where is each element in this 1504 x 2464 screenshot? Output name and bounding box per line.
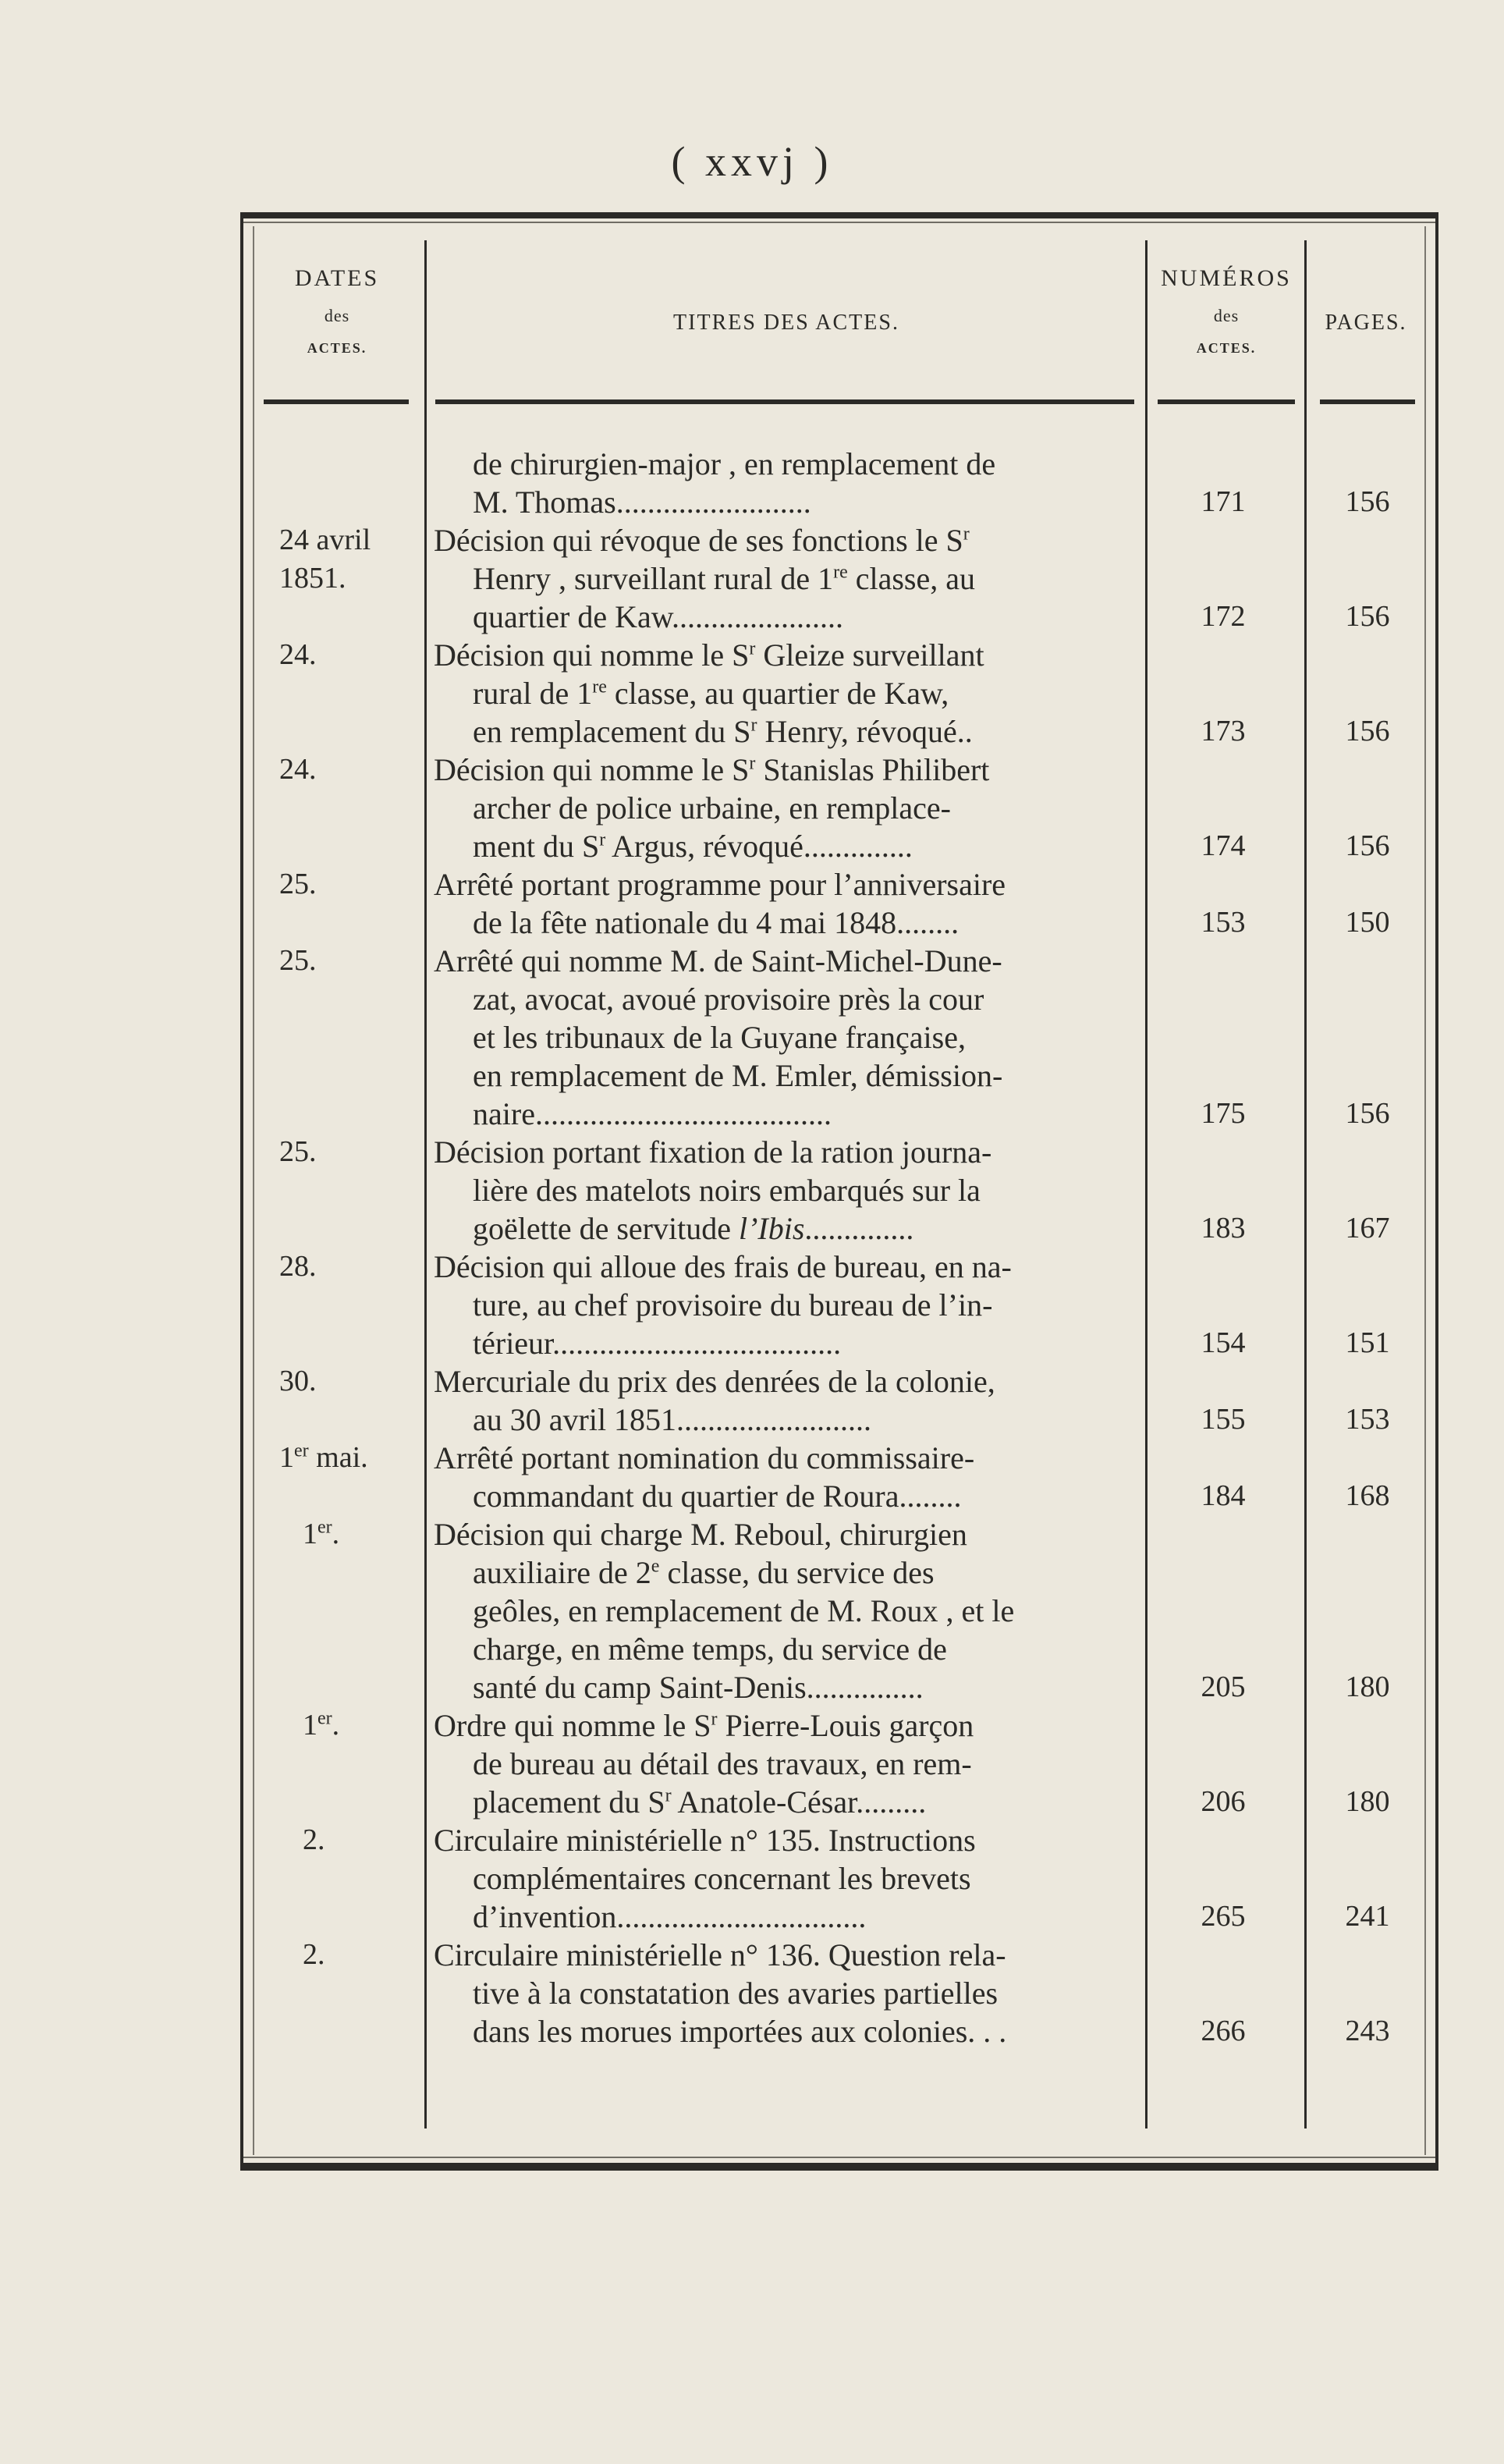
title-line: commandant du quartier de Roura........ [473, 1479, 962, 1514]
act-title [434, 445, 1145, 521]
header-numeros-line1: NUMÉROS [1161, 265, 1292, 291]
header-rule-pages [1320, 399, 1415, 404]
act-title [434, 1515, 1145, 1706]
title-text: en remplacement du S [473, 714, 751, 749]
date-text: 1 [279, 1441, 294, 1474]
title-line: Décision qui alloue des frais de bureau, en na- [434, 1249, 1012, 1284]
title-line: dans les morues importées aux colonies. . . [473, 2014, 1007, 2049]
act-date: 30. [279, 1365, 317, 1397]
title-line: Arrêté portant programme pour l’anniversaire [434, 867, 1006, 902]
title-text: classe, au quartier de Kaw, [606, 676, 949, 711]
act-date: 25. [279, 944, 317, 977]
act-number: 175 [1201, 1097, 1246, 1130]
act-date: 2. [303, 1823, 325, 1856]
title-text: Stanislas Philibert [755, 752, 990, 787]
right-border [1435, 218, 1438, 2163]
title-line: de bureau au détail des travaux, en rem- [473, 1746, 972, 1781]
title-line: archer de police urbaine, en remplace- [473, 790, 951, 825]
title-line: Arrêté portant nomination du commissaire- [434, 1440, 975, 1475]
page-ref: 156 [1345, 715, 1390, 747]
superscript: e [651, 1556, 660, 1577]
superscript: r [963, 524, 970, 545]
title-line: charge, en même temps, du service de [473, 1631, 947, 1667]
act-date [279, 521, 459, 598]
title-line [434, 1783, 1145, 1821]
title-line: et les tribunaux de la Guyane française, [473, 1020, 966, 1055]
title-line: Circulaire ministérielle n° 135. Instructions [434, 1823, 976, 1858]
act-number: 171 [1201, 485, 1246, 518]
title-text: rural de 1 [473, 676, 593, 711]
act-number: 174 [1201, 829, 1246, 862]
act-title [434, 1821, 1145, 1936]
act-number: 155 [1201, 1403, 1246, 1436]
act-title [434, 1248, 1145, 1362]
title-line [434, 1706, 1145, 1745]
title-text: goëlette de servitude [473, 1211, 731, 1246]
title-text: Pierre-Louis garçon [717, 1708, 974, 1743]
left-border [240, 218, 243, 2163]
title-line: Décision portant fixation de la ration journa- [434, 1134, 992, 1170]
title-text: Henry , surveillant rural de 1 [473, 561, 834, 596]
act-number: 172 [1201, 600, 1246, 633]
title-text: Décision qui révoque de ses fonctions le S [434, 523, 963, 558]
header-titres-label: TITRES DES ACTES. [673, 311, 899, 335]
superscript: r [750, 715, 757, 736]
act-date: 25. [279, 1135, 317, 1168]
title-line [434, 521, 1145, 559]
title-line: Décision qui charge M. Reboul, chirurgien [434, 1517, 967, 1552]
title-text: Henry, révoqué.. [757, 714, 973, 749]
title-line: zat, avocat, avoué provisoire près la cour [473, 982, 984, 1017]
column-divider-titles [1145, 240, 1148, 2128]
dot-leader: .............. [804, 1211, 914, 1246]
act-title [434, 865, 1145, 942]
top-rule [240, 222, 1438, 223]
column-divider-numeros [1304, 240, 1307, 2128]
title-line: lière des matelots noirs embarqués sur la [473, 1173, 981, 1208]
act-number: 184 [1201, 1479, 1246, 1512]
title-line: santé du camp Saint-Denis............... [473, 1670, 924, 1705]
superscript: r [749, 638, 756, 659]
date-line: 1851. [279, 562, 346, 595]
header-pages [1307, 311, 1424, 336]
table-frame [240, 212, 1438, 2171]
left-inner-border [253, 226, 254, 2155]
page-ref: 150 [1345, 906, 1390, 939]
title-line [434, 559, 1145, 598]
title-line: Arrêté qui nomme M. de Saint-Michel-Dune- [434, 943, 1002, 978]
page-ref: 156 [1345, 485, 1390, 518]
page-ref: 180 [1345, 1670, 1390, 1703]
page-ref: 241 [1345, 1900, 1390, 1933]
date-text: . [332, 1709, 340, 1741]
title-line [434, 1209, 1145, 1248]
act-title [434, 942, 1145, 1133]
date-text: . [332, 1518, 340, 1550]
title-line [434, 674, 1145, 712]
date-line: 24 avril [279, 524, 371, 556]
act-number: 183 [1201, 1212, 1246, 1244]
act-date [279, 1439, 459, 1477]
title-line: térieur..................................... [473, 1326, 842, 1361]
title-line: complémentaires concernant les brevets [473, 1861, 971, 1896]
title-text: placement du S [473, 1784, 665, 1820]
superscript: r [599, 829, 606, 850]
act-title [434, 1936, 1145, 2050]
date-text: mai. [308, 1441, 368, 1474]
act-title [434, 1439, 1145, 1515]
superscript: r [749, 753, 756, 774]
act-date: 24. [279, 638, 317, 671]
ship-name: l’Ibis [738, 1211, 805, 1246]
title-text: ment du S [473, 829, 600, 864]
page-ref: 153 [1345, 1403, 1390, 1436]
act-number: 205 [1201, 1670, 1246, 1703]
act-title [434, 1706, 1145, 1821]
header-numeros-line2: des [1213, 306, 1240, 325]
page-ref: 156 [1345, 829, 1390, 862]
header-rule-titles [435, 399, 1134, 404]
title-line [434, 712, 1145, 751]
act-title [434, 1133, 1145, 1248]
act-date: 28. [279, 1250, 317, 1283]
superscript: re [833, 562, 848, 583]
title-line: M. Thomas......................... [473, 485, 811, 520]
page-ref: 156 [1345, 1097, 1390, 1130]
page-ref: 167 [1345, 1212, 1390, 1244]
act-number: 266 [1201, 2015, 1246, 2047]
title-line: quartier de Kaw...................... [473, 599, 844, 634]
title-line [434, 827, 1145, 865]
title-line: en remplacement de M. Emler, démission- [473, 1058, 1003, 1093]
title-text: Ordre qui nomme le S [434, 1708, 711, 1743]
header-dates-line1: DATES [294, 265, 380, 291]
header-numeros [1148, 265, 1304, 357]
header-pages-label: PAGES. [1325, 311, 1407, 335]
title-line: naire...................................... [473, 1096, 832, 1131]
title-text: auxiliaire de 2 [473, 1555, 651, 1590]
title-line: ture, au chef provisoire du bureau de l’in- [473, 1287, 993, 1323]
act-number: 206 [1201, 1785, 1246, 1818]
title-text: classe, au [847, 561, 975, 596]
act-number: 173 [1201, 715, 1246, 747]
superscript: r [711, 1709, 718, 1730]
header-dates-line3: ACTES. [307, 340, 367, 356]
act-number: 153 [1201, 906, 1246, 939]
act-date: 25. [279, 868, 317, 900]
header-numeros-line3: ACTES. [1196, 340, 1257, 356]
page-ref: 168 [1345, 1479, 1390, 1512]
title-line [434, 1553, 1145, 1592]
title-text: Décision qui nomme le S [434, 752, 750, 787]
superscript: er [317, 1708, 332, 1729]
title-line: tive à la constatation des avaries partielles [473, 1976, 999, 2011]
title-line [434, 636, 1145, 674]
date-text: 1 [303, 1709, 317, 1741]
bottom-rule [240, 2157, 1438, 2158]
header-dates [259, 265, 415, 357]
act-number: 265 [1201, 1900, 1246, 1933]
title-text: classe, du service des [659, 1555, 935, 1590]
superscript: er [317, 1517, 332, 1538]
title-line: de la fête nationale du 4 mai 1848........ [473, 905, 960, 940]
header-rule-numeros [1158, 399, 1295, 404]
page-ref: 156 [1345, 600, 1390, 633]
title-line: Mercuriale du prix des denrées de la colonie, [434, 1364, 995, 1399]
title-text: Argus, révoqué.............. [605, 829, 913, 864]
superscript: er [294, 1440, 309, 1461]
act-title [434, 751, 1145, 865]
title-line: Circulaire ministérielle n° 136. Question rela- [434, 1937, 1006, 1972]
act-date: 2. [303, 1938, 325, 1971]
title-text: Anatole-César......... [671, 1784, 927, 1820]
act-title [434, 521, 1145, 636]
title-line: d’invention................................ [473, 1899, 867, 1934]
page-ref: 151 [1345, 1326, 1390, 1359]
title-line: au 30 avril 1851......................... [473, 1402, 872, 1437]
title-text: Décision qui nomme le S [434, 637, 750, 673]
page-ref: 243 [1345, 2015, 1390, 2047]
act-number: 154 [1201, 1326, 1246, 1359]
page-number: ( xxvj ) [671, 138, 833, 185]
superscript: re [592, 676, 607, 698]
title-line: geôles, en remplacement de M. Roux , et le [473, 1593, 1015, 1628]
date-text: 1 [303, 1518, 317, 1550]
act-title [434, 636, 1145, 751]
header-titres [427, 311, 1145, 336]
title-line: de chirurgien-major , en remplacement de [473, 446, 996, 481]
header-dates-line2: des [324, 306, 350, 325]
superscript: r [665, 1785, 672, 1806]
act-date: 24. [279, 753, 317, 786]
act-title [434, 1362, 1145, 1439]
page-ref: 180 [1345, 1785, 1390, 1818]
title-line [434, 751, 1145, 789]
header-rule-dates [264, 399, 409, 404]
title-text: Gleize surveillant [755, 637, 984, 673]
